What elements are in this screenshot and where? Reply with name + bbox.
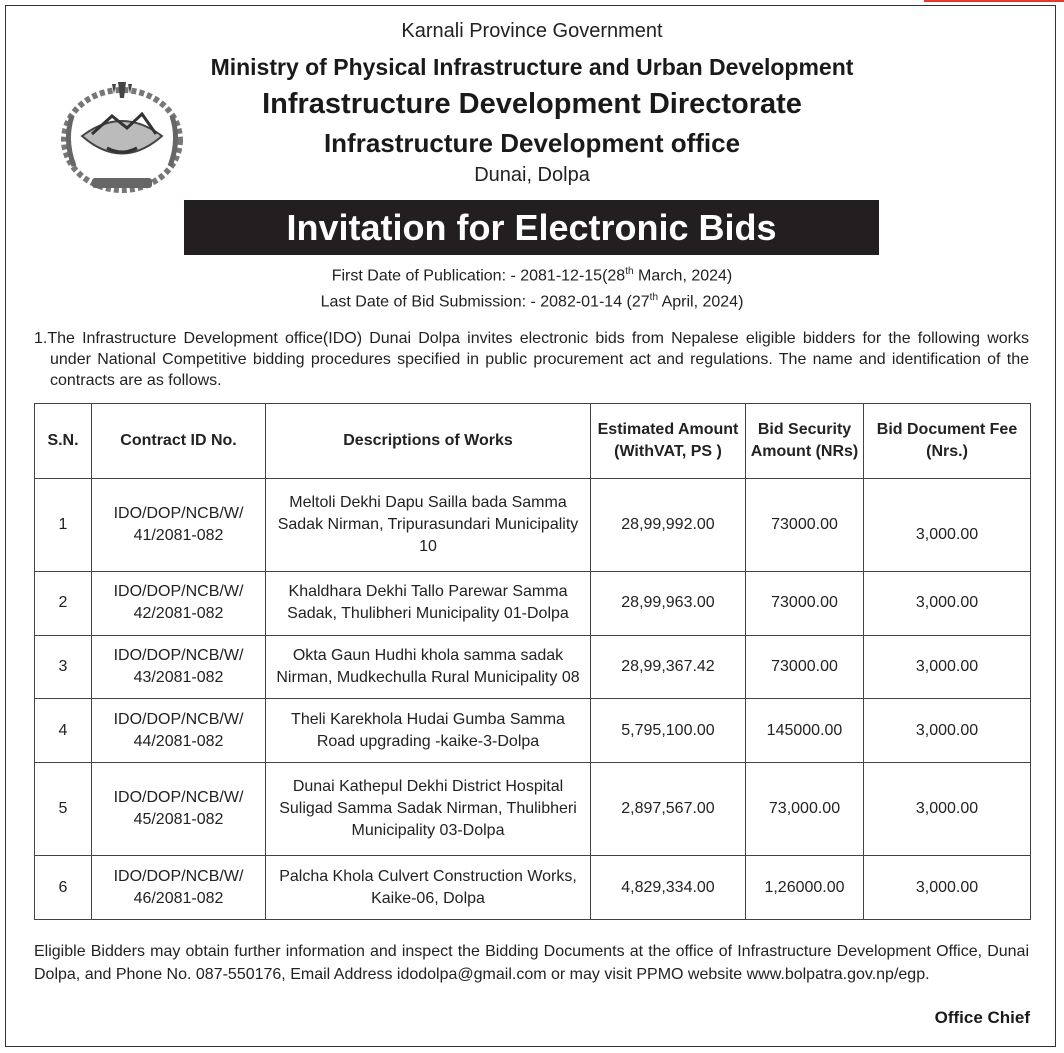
header-sn: S.N. bbox=[35, 404, 92, 479]
cell-sn: 5 bbox=[35, 763, 92, 856]
table-row bbox=[35, 699, 1031, 763]
table-row bbox=[35, 479, 1031, 572]
cell-document-fee: 3,000.00 bbox=[864, 479, 1031, 572]
cell-estimated-amount: 5,795,100.00 bbox=[591, 699, 746, 763]
header-bid-security: Bid Security Amount (NRs) bbox=[746, 404, 864, 479]
publication-date: First Date of Publication: - 2081-12-15(28th March, 2024) bbox=[331, 266, 733, 285]
cell-document-fee: 3,000.00 bbox=[864, 856, 1031, 920]
cell-estimated-amount: 28,99,992.00 bbox=[591, 479, 746, 572]
cell-estimated-amount: 28,99,963.00 bbox=[591, 571, 746, 635]
header-document-fee: Bid Document Fee (Nrs.) bbox=[864, 404, 1031, 479]
table-row bbox=[35, 856, 1031, 920]
cell-estimated-amount: 2,897,567.00 bbox=[591, 763, 746, 856]
cell-contract-id: IDO/DOP/NCB/W/ 45/2081-082 bbox=[92, 763, 266, 856]
submission-deadline: Last Date of Bid Submission: - 2082-01-14 (27th April, 2024) bbox=[320, 292, 744, 311]
cell-contract-id: IDO/DOP/NCB/W/ 43/2081-082 bbox=[92, 635, 266, 699]
signature-office-chief: Office Chief bbox=[934, 1008, 1030, 1027]
cell-bid-security: 145000.00 bbox=[746, 699, 864, 763]
cell-sn: 3 bbox=[35, 635, 92, 699]
cell-sn: 6 bbox=[35, 856, 92, 920]
cell-sn: 1 bbox=[35, 479, 92, 572]
office-name: Infrastructure Development office bbox=[323, 128, 741, 158]
cell-description: Khaldhara Dekhi Tallo Parewar Samma Sadak, Thulibheri Municipality 01-Dolpa bbox=[266, 571, 591, 635]
intro-paragraph: 1.The Infrastructure Development office(IDO) Dunai Dolpa invites electronic bids from Nepalese eligible bidders for the following works under National Competitive bidding procedures specified in public procurement act and regulations. The name and identification of the contracts are as follows. bbox=[34, 330, 1029, 389]
cell-contract-id: IDO/DOP/NCB/W/ 46/2081-082 bbox=[92, 856, 266, 920]
notice-title-banner: Invitation for Electronic Bids bbox=[184, 200, 879, 255]
header-description: Descriptions of Works bbox=[266, 404, 591, 479]
cell-bid-security: 73000.00 bbox=[746, 635, 864, 699]
header-estimated-amount: Estimated Amount (WithVAT, PS ) bbox=[591, 404, 746, 479]
contact-paragraph: Eligible Bidders may obtain further information and inspect the Bidding Documents at the office of Infrastructure Development Office, Dunai Dolpa, and Phone No. 087-550176, Email Address idodolpa@gmail.com or may visit PPMO website www.bolpatra.gov.np/egp. bbox=[34, 943, 1029, 983]
cell-description: Dunai Kathepul Dekhi District Hospital Suligad Samma Sadak Nirman, Thulibheri Municipality 03-Dolpa bbox=[266, 763, 591, 856]
cell-description: Theli Karekhola Hudai Gumba Samma Road upgrading -kaike-3-Dolpa bbox=[266, 699, 591, 763]
office-location: Dunai, Dolpa bbox=[474, 164, 590, 186]
cell-bid-security: 73000.00 bbox=[746, 571, 864, 635]
cell-contract-id: IDO/DOP/NCB/W/ 41/2081-082 bbox=[92, 479, 266, 572]
cell-document-fee: 3,000.00 bbox=[864, 699, 1031, 763]
top-accent-line bbox=[924, 0, 1064, 2]
cell-contract-id: IDO/DOP/NCB/W/ 44/2081-082 bbox=[92, 699, 266, 763]
ministry-name: Ministry of Physical Infrastructure and Urban Development bbox=[210, 54, 854, 80]
cell-bid-security: 73000.00 bbox=[746, 479, 864, 572]
cell-bid-security: 1,26000.00 bbox=[746, 856, 864, 920]
cell-description: Meltoli Dekhi Dapu Sailla bada Samma Sadak Nirman, Tripurasundari Municipality 10 bbox=[266, 479, 591, 572]
cell-estimated-amount: 28,99,367.42 bbox=[591, 635, 746, 699]
table-row bbox=[35, 635, 1031, 699]
government-name: Karnali Province Government bbox=[401, 20, 663, 42]
cell-estimated-amount: 4,829,334.00 bbox=[591, 856, 746, 920]
cell-bid-security: 73,000.00 bbox=[746, 763, 864, 856]
cell-sn: 4 bbox=[35, 699, 92, 763]
cell-description: Palcha Khola Culvert Construction Works, Kaike-06, Dolpa bbox=[266, 856, 591, 920]
cell-sn: 2 bbox=[35, 571, 92, 635]
cell-document-fee: 3,000.00 bbox=[864, 571, 1031, 635]
cell-contract-id: IDO/DOP/NCB/W/ 42/2081-082 bbox=[92, 571, 266, 635]
cell-document-fee: 3,000.00 bbox=[864, 763, 1031, 856]
header-contract-id: Contract ID No. bbox=[92, 404, 266, 479]
table-row bbox=[35, 763, 1031, 856]
table-header-row bbox=[35, 404, 1031, 479]
directorate-name: Infrastructure Development Directorate bbox=[262, 88, 802, 120]
cell-description: Okta Gaun Hudhi khola samma sadak Nirman, Mudkechulla Rural Municipality 08 bbox=[266, 635, 591, 699]
contracts-table bbox=[34, 403, 1031, 920]
cell-document-fee: 3,000.00 bbox=[864, 635, 1031, 699]
table-row bbox=[35, 571, 1031, 635]
